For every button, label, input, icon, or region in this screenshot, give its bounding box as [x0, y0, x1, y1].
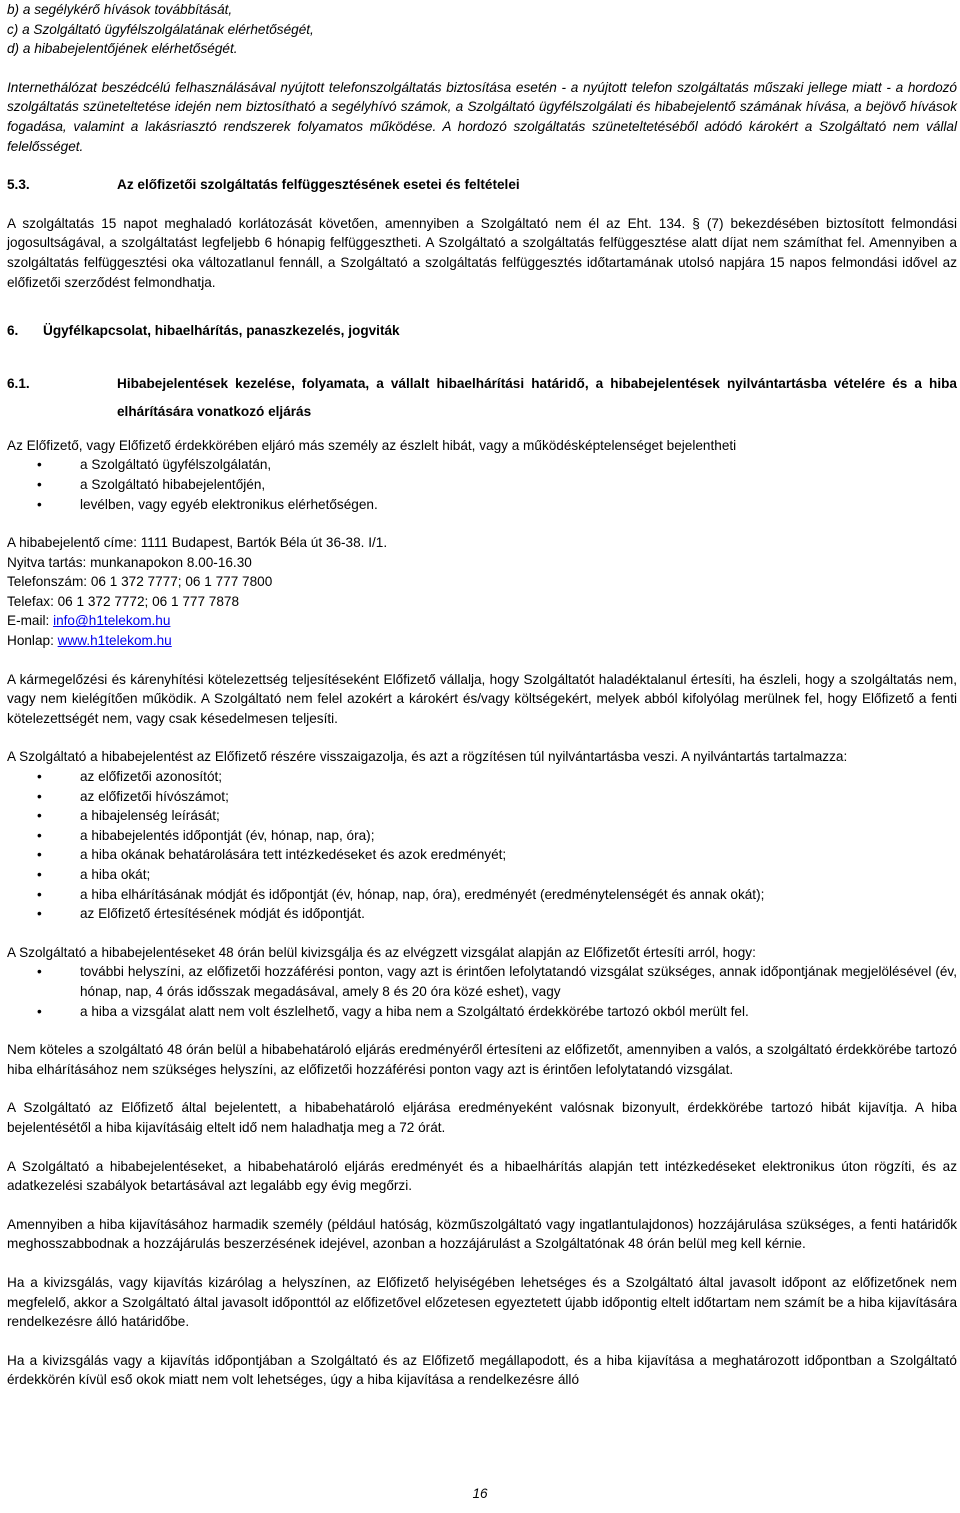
page-number: 16 [472, 1486, 488, 1501]
notification-paragraph: Nem köteles a szolgáltató 48 órán belül a hibabehatároló eljárás eredményéről értesíteni az előfizetőt, amennyiben a valós, a szolgáltató érdekkörébe tartozó hiba elhárításához nem szükséges helyszíni, az előfizetői hozzáférési ponton vagy azt is érintően lefolytatandó vizsgálat. [7, 1042, 957, 1077]
list-item: • további helyszíni, az előfizetői hozzáférési ponton, vagy azt is érintően lefolytatandó vizsgálat szükséges, annak időpontjának megjelölésével (év, hónap, nap, 4 órás idősszak megadásával, amely 8 és 20 óra közé eshet), vagy [7, 962, 957, 1001]
web-label: Honlap: [7, 633, 58, 649]
section-heading-5-3 [7, 175, 957, 195]
section-number: 6. [7, 323, 19, 339]
appointment-paragraph: Ha a kivizsgálás vagy a kijavítás időpontjában a Szolgáltató és az Előfizető megállapodott, és a hiba kijavítása a meghatározott időpontban a Szolgáltató érdekkörén kívül eső okok miatt nem volt lehetséges, úgy a hiba kijavítása a rendelkezésre álló [7, 1352, 957, 1388]
report-channel-list [7, 455, 957, 514]
onsite-paragraph: Ha a kivizsgálás, vagy kijavítás kizárólag a helyszínen, az Előfizető helyiségében lehetséges és a Szolgáltató által javasolt időpont az előfizetőnek nem megfelelő, akkor a Szolgáltató által javasolt időponttól az előfizetővel előzetesen egyeztetett újabb időpontig eltelt időtartam nem számít be a hiba kijavítására rendelkezésre álló határidőbe. [7, 1274, 957, 1330]
internet-paragraph: Internethálózat beszédcélú felhasználásával nyújtott telefonszolgáltatás biztosítása esetén - a nyújtott telefon szolgáltatás műszaki jellege miatt - a hordozó szolgáltatás szüneteltetése idején nem biztosítható a segélyhívó számok, a Szolgáltató ügyfélszolgálati és hibabejelentő számának hívása, a bejövő hívások fogadása, valamint a lakásriasztó rendszerek folyamatos működése. A hordozó szolgáltatás szüneteltetéséből adódó károkért a Szolgáltató nem vállal felelősséget. [7, 79, 957, 154]
contact-email-line [7, 611, 957, 631]
list-item: • az előfizetői azonosítót; [7, 767, 957, 787]
record-list [7, 767, 957, 924]
section-number: 5.3. [7, 177, 30, 193]
list-item: • az Előfizető értesítésének módját és időpontját. [7, 904, 957, 924]
list-item: • a hiba okának behatárolására tett intézkedéseket és azok eredményét; [7, 845, 957, 865]
contact-block [7, 533, 957, 651]
section-title: Az előfizetői szolgáltatás felfüggesztésének esetei és feltételei [117, 177, 520, 193]
section-heading-6 [7, 321, 957, 341]
list-item: • a Szolgáltató ügyfélszolgálatán, [7, 455, 957, 475]
section-title: Hibabejelentések kezelése, folyamata, a vállalt hibaelhárítási határidő, a hibabejelentések nyilvántartásba vételére és a hiba elhárítására vonatkozó eljárás [117, 375, 957, 419]
repair-paragraph: A Szolgáltató az Előfizető által bejelentett, a hibabehatároló eljárása eredményeként valósnak bizonyult, érdekkörébe tartozó hibát kijavítja. A hiba bejelentésétől a hiba kijavításáig eltelt idő nem haladhatja meg a 72 órát. [7, 1100, 957, 1135]
list-item: • a hiba elhárításának módját és időpontját (év, hónap, nap, óra), eredményét (eredménytelenségét és annak okát); [7, 885, 957, 905]
list-item: • a hiba a vizsgálat alatt nem volt észlelhető, vagy a hiba nem a Szolgáltató érdekkörébe tartozó okból merült fel. [7, 1002, 957, 1022]
suspension-paragraph: A szolgáltatás 15 napot meghaladó korlátozását követően, amennyiben a Szolgáltató nem él az Eht. 134. § (7) bekezdésében biztosított felmondási jogosultságával, a szolgáltatást legfeljebb 6 hónapig felfüggesztheti. A Szolgáltató a szolgáltatás felfüggesztése alatt díjat nem számíthat fel. Amennyiben a szolgáltatás felfüggesztési oka változatlanul fennáll, a Szolgáltató a szolgáltatás felfüggesztés időtartamának utolsó napjára 15 napos felmondási idővel az előfizetői szerződést felmondhatja. [7, 215, 957, 290]
record-intro: A Szolgáltató a hibabejelentést az Előfizető részére visszaigazolja, és azt a rögzítésen túl nyilvántartásba veszi. A nyilvántartás tartalmazza: [7, 749, 848, 765]
contact-phone: Telefonszám: 06 1 372 7777; 06 1 777 7800 [7, 574, 273, 590]
top-list [7, 0, 957, 59]
email-label: E-mail: [7, 613, 54, 629]
contact-address: A hibabejelentő címe: 1111 Budapest, Bartók Béla út 36-38. I/1. [7, 535, 388, 551]
section-number: 6.1. [7, 375, 30, 391]
list-item: • a hibajelenség leírását; [7, 806, 957, 826]
list-item: • a hiba okát; [7, 865, 957, 885]
contact-fax: Telefax: 06 1 372 7772; 06 1 777 7878 [7, 593, 240, 609]
check-intro: A Szolgáltató a hibabejelentéseket 48 órán belül kivizsgálja és az elvégzett vizsgálat alapján az Előfizetőt értesíti arról, hogy: [7, 944, 756, 960]
check-list [7, 962, 957, 1021]
website-link[interactable]: www.h1telekom.hu [57, 633, 172, 649]
records-paragraph: A Szolgáltató a hibabejelentéseket, a hibabehatároló eljárás eredményét és a hibaelhárítás alapján tett intézkedéseket elektronikus úton rögzíti, és az adatkezelési szabályok betartásával azt legalább egy évig megőrzi. [7, 1158, 957, 1194]
list-item: c) a Szolgáltató ügyfélszolgálatának elérhetőségét, [7, 21, 314, 37]
section-heading-6-1 [7, 370, 957, 426]
list-item: • az előfizetői hívószámot; [7, 787, 957, 807]
report-intro: Az Előfizető, vagy Előfizető érdekkörében eljáró más személy az észlelt hibát, vagy a működésképtelenséget bejelentheti [7, 437, 737, 453]
third-party-paragraph: Amennyiben a hiba kijavításához harmadik személy (például hatóság, közműszolgáltató vagy ingatlantulajdonos) hozzájárulása szükséges, a fenti határidők meghosszabbodnak a hozzájárulás beszerzésének idejével, azonban a hozzájárulást a Szolgáltatónak 48 órán belül meg kell kérnie. [7, 1216, 957, 1252]
contact-web-line [7, 631, 957, 651]
email-link[interactable]: info@h1telekom.hu [53, 613, 171, 629]
list-item: • a Szolgáltató hibabejelentőjén, [7, 475, 957, 495]
contact-hours: Nyitva tartás: munkanapokon 8.00-16.30 [7, 554, 252, 570]
damage-paragraph: A kármegelőzési és kárenyhítési kötelezettség teljesítéseként Előfizető vállalja, hogy Szolgáltatót haladéktalanul értesíti, ha észleli, hogy a szolgáltatás nem, vagy nem kielégítően működik. A Szolgáltató nem felel azokért a károkért és/vagy költségekért, melyek abból kifolyólag merülnek fel, hogy Előfizető a fenti kötelezettségét nem, vagy csak késedelmesen teljesíti. [7, 671, 957, 726]
list-item: • a hibabejelentés időpontját (év, hónap, nap, óra); [7, 826, 957, 846]
list-item: • levélben, vagy egyéb elektronikus elérhetőségen. [7, 495, 957, 515]
list-item: b) a segélykérő hívások továbbítását, [7, 2, 233, 17]
section-title: Ügyfélkapcsolat, hibaelhárítás, panaszkezelés, jogviták [43, 323, 400, 339]
document-page [7, 0, 957, 1390]
list-item: d) a hibabejelentőjének elérhetőségét. [7, 41, 238, 57]
